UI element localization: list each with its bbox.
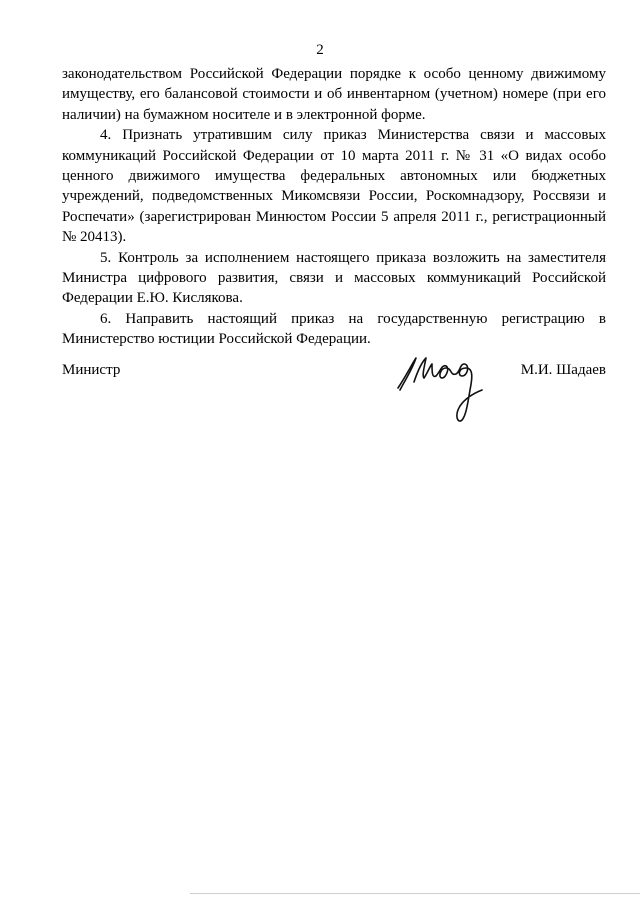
signer-title: Министр	[62, 362, 121, 378]
paragraph-item-4: 4. Признать утратившим силу приказ Министерства связи и массовых коммуникаций Российской Федерации от 10 марта 2011 г. № 31 «О видах особо ценного движимого имущества федеральных автономных или бюджетных учреждений, подведомственных Микомсвязи России, Роскомнадзору, Россвязи и Роспечати» (зарегистрирован Минюстом России 5 апреля 2011 г., регистрационный № 20413).	[62, 127, 606, 246]
paragraph-item-6: 6. Направить настоящий приказ на государственную регистрацию в Министерство юстиции Российской Федерации.	[62, 310, 606, 348]
page-bottom-edge	[190, 893, 640, 894]
signature-block	[62, 360, 606, 430]
page-number: 2	[316, 42, 324, 58]
handwritten-signature	[392, 350, 502, 430]
paragraph-continuation: законодательством Российской Федерации порядке к особо ценному движимому имуществу, его балансовой стоимости и об инвентарном (учетном) номере (при его наличии) на бумажном носителе и в электронной форме.	[62, 66, 606, 123]
signer-name: М.И. Шадаев	[520, 362, 606, 378]
paragraph-item-5: 5. Контроль за исполнением настоящего приказа возложить на заместителя Министра цифрового развития, связи и массовых коммуникаций Российской Федерации Е.Ю. Кислякова.	[62, 249, 606, 307]
document-body	[62, 64, 606, 350]
